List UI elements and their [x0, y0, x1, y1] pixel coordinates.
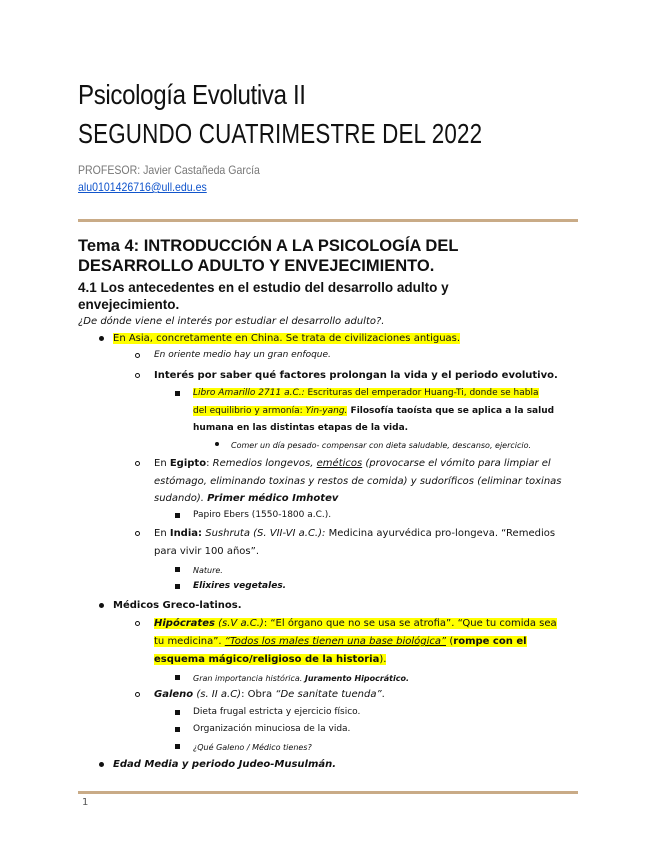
chapter-heading-line1: Tema 4: INTRODUCCIÓN A LA PSICOLOGÍA DEL	[78, 237, 459, 255]
list-item-papiro: Papiro Ebers (1550-1800 a.C.).	[193, 510, 332, 520]
bullet-circle-icon	[135, 692, 140, 697]
bullet-circle-icon	[135, 621, 140, 626]
page-number: 1	[82, 797, 89, 808]
egipto-colon: :	[206, 458, 213, 469]
list-item-galeno	[154, 688, 385, 701]
hipocrates-quote1: : “El órgano que no se usa se atrofia”. “Que tu comida sea	[263, 618, 557, 629]
bullet-square-icon	[175, 567, 180, 572]
bullet-square-icon	[175, 675, 180, 680]
libro-title: Libro Amarillo 2711 a.C.:	[193, 388, 305, 398]
list-item-gran-importancia	[193, 672, 409, 685]
galeno-obra: : Obra	[241, 689, 276, 700]
list-item-hipocrates-line2	[154, 635, 527, 648]
list-item-nature: Nature.	[193, 566, 223, 575]
galeno-end: .	[381, 689, 385, 700]
egipto-vomito: (provocarse el vómito para limpiar el	[362, 458, 551, 469]
egipto-remedios: Remedios longevos,	[212, 458, 317, 469]
list-item-egipto-line2: estómago, eliminando toxinas y restos de comida) y sudoríficos (eliminar toxinas	[154, 476, 562, 487]
list-item-organizacion: Organización minuciosa de la vida.	[193, 724, 351, 734]
libro-filosofia: Filosofía taoísta que se aplica a la salud	[347, 406, 555, 416]
list-item-egipto-line3	[154, 492, 338, 505]
email-link[interactable]: alu0101426716@ull.edu.es	[78, 180, 207, 194]
india-sushruta: Sushruta (S. VII-VI a.C.):	[205, 528, 326, 539]
chapter-heading	[78, 236, 578, 276]
list-item-libro-line1	[193, 387, 539, 400]
asia-text: En Asia, concretamente en China. Se trata de civilizaciones antiguas.	[113, 333, 461, 344]
india-prefix: En	[154, 528, 170, 539]
bullet-dot-icon	[99, 762, 104, 767]
bottom-divider	[78, 791, 578, 794]
document-title: Psicología Evolutiva II	[78, 79, 306, 110]
bullet-dot-icon	[99, 603, 104, 608]
list-item-elixires: Elixires vegetales.	[193, 581, 287, 591]
bullet-circle-icon	[135, 531, 140, 536]
document-subtitle: SEGUNDO CUATRIMESTRE DEL 2022	[78, 118, 483, 149]
list-item-oriente: En oriente medio hay un gran enfoque.	[154, 350, 331, 360]
hipocrates-name: Hipócrates	[154, 618, 215, 629]
list-item-interes: Interés por saber qué factores prolongan la vida y el periodo evolutivo.	[154, 370, 558, 381]
bullet-circle-icon	[135, 373, 140, 378]
chapter-heading-line2: DESARROLLO ADULTO Y ENVEJECIMIENTO.	[78, 257, 435, 275]
list-item-libro-line3: humana en las distintas etapas de la vida.	[193, 423, 409, 433]
list-item-hipocrates-line3	[154, 653, 386, 666]
list-item-comer: Comer un día pesado- compensar con dieta saludable, descanso, ejercicio.	[231, 441, 532, 450]
hipocrates-quote3: “Todos los males tienen una base biológica”	[224, 636, 447, 647]
bullet-square-icon	[175, 727, 180, 732]
section-heading	[78, 279, 578, 313]
intro-question: ¿De dónde viene el interés por estudiar el desarrollo adulto?.	[78, 316, 385, 327]
bullet-square-icon	[175, 710, 180, 715]
list-item-asia	[113, 332, 460, 345]
egipto-imhotev: Primer médico Imhotev	[207, 493, 339, 504]
list-item-libro-line2	[193, 405, 554, 418]
list-item-india-line1	[154, 527, 555, 540]
hipocrates-esquema: esquema mágico/religioso de la historia	[154, 654, 380, 665]
bullet-square-icon	[175, 744, 180, 749]
egipto-sudando: sudando).	[154, 493, 208, 504]
list-item-greco: Médicos Greco-latinos.	[113, 600, 242, 611]
list-item-edad-media: Edad Media y periodo Judeo-Musulmán.	[113, 759, 337, 770]
hipocrates-end: ).	[379, 654, 387, 665]
hipocrates-rompe: rompe con el	[453, 636, 527, 647]
egipto-name: Egipto	[169, 458, 207, 469]
professor-line: PROFESOR: Javier Castañeda García	[78, 163, 260, 177]
list-item-egipto-line1	[154, 457, 551, 470]
hipocrates-quote2: tu medicina”.	[154, 636, 225, 647]
libro-equilibrio: del equilibrio y armonía:	[193, 406, 306, 416]
bullet-circle-icon	[135, 353, 140, 358]
bullet-dot-icon	[215, 442, 219, 446]
galeno-title: “De sanitate tuenda”	[275, 689, 382, 700]
india-name: India:	[169, 528, 203, 539]
top-divider	[78, 219, 578, 222]
libro-text: Escrituras del emperador Huang-Ti, donde se habla	[304, 388, 539, 398]
gran-importancia-text: Gran importancia histórica.	[193, 674, 305, 683]
bullet-square-icon	[175, 584, 180, 589]
list-item-india-line2: para vivir 100 años”.	[154, 546, 259, 557]
libro-yinyang: Yin-yang.	[305, 406, 348, 416]
list-item-dieta: Dieta frugal estricta y ejercicio físico.	[193, 707, 361, 717]
egipto-emeticos: eméticos	[316, 458, 363, 469]
galeno-date: (s. II a.C)	[193, 689, 242, 700]
bullet-circle-icon	[135, 461, 140, 466]
juramento-text: Juramento Hipocrático.	[304, 674, 410, 683]
galeno-name: Galeno	[154, 689, 194, 700]
bullet-dot-icon	[99, 336, 104, 341]
hipocrates-paren: (	[446, 636, 454, 647]
list-item-hipocrates-line1	[154, 617, 557, 630]
india-medicina: Medicina ayurvédica pro-longeva. “Remedios	[325, 528, 556, 539]
section-heading-line1: 4.1 Los antecedentes en el estudio del desarrollo adulto y	[78, 280, 449, 295]
list-item-que-galeno: ¿Qué Galeno / Médico tienes?	[193, 743, 312, 752]
egipto-prefix: En	[154, 458, 170, 469]
bullet-square-icon	[175, 513, 180, 518]
hipocrates-date: (s.V a.C.)	[214, 618, 264, 629]
bullet-square-icon	[175, 391, 180, 396]
section-heading-line2: envejecimiento.	[78, 297, 180, 312]
